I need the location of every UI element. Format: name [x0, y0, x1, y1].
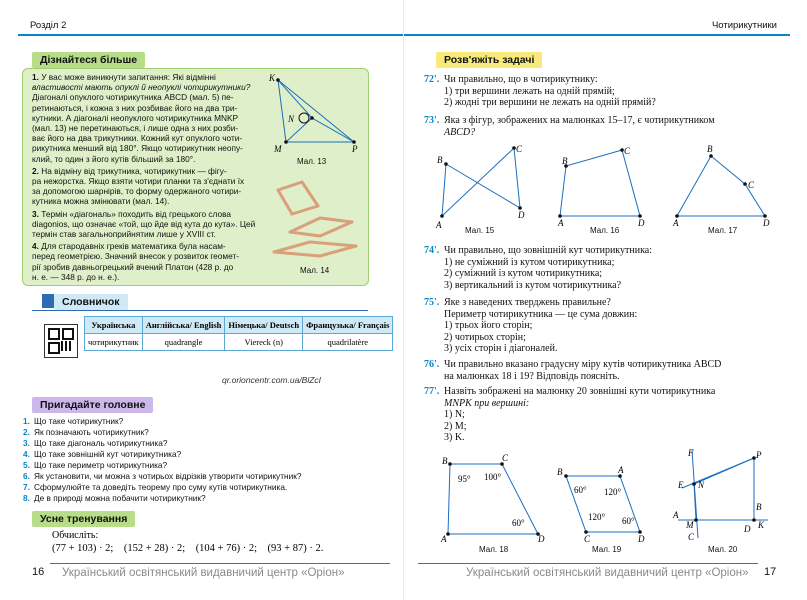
- recap-title: Пригадайте головне: [32, 397, 153, 413]
- diagonal-kp: [278, 80, 354, 142]
- learn-more-p2: [32, 166, 264, 207]
- svg-text:P: P: [756, 450, 762, 460]
- svg-text:60°: 60°: [574, 485, 587, 495]
- right-page: [404, 0, 807, 600]
- problem-75: 75'. Яке з наведених тверджень правильне? Периметр чотирикутника — це сума довжин: 1) трьох його сторін; 2) чотирьох сторін; 3) усіх сторін і діагоналей.: [424, 297, 638, 354]
- learn-more-text: [32, 72, 264, 282]
- svg-text:A: A: [441, 534, 447, 542]
- p2-line: кутника можна змінювати (мал. 14).: [32, 196, 170, 207]
- fig20-caption: Мал. 20: [708, 545, 738, 554]
- p4-line: н. е. — 348 р. до н. е.).: [32, 271, 120, 282]
- qr-code[interactable]: [44, 324, 78, 358]
- svg-text:D: D: [518, 210, 525, 220]
- svg-text:D: D: [638, 534, 645, 542]
- p4-line: рії зробив давньогрецький вчений Платон (428 р. до: [32, 261, 234, 272]
- svg-text:B: B: [557, 467, 563, 477]
- glossary-title: Словничок: [54, 294, 128, 310]
- svg-text:C: C: [748, 180, 755, 190]
- section-label: Розділ 2: [30, 20, 67, 31]
- oral-title: Усне тренування: [32, 511, 135, 527]
- learn-more-p1: [32, 72, 264, 164]
- svg-text:D: D: [763, 218, 770, 228]
- angle-arc: [299, 113, 309, 123]
- svg-text:A: A: [436, 220, 442, 230]
- p3-line: Термін «діагональ» походить від грецького слова: [41, 208, 232, 219]
- fig17-caption: Мал. 17: [708, 226, 738, 235]
- p3-line: термін став загальноприйнятим лише у XVIII ст.: [32, 229, 216, 240]
- fig14-caption: Мал. 14: [300, 266, 330, 275]
- svg-text:F: F: [688, 448, 694, 458]
- p1-line: клий, то один з його кутів більший за 180°.: [32, 153, 196, 164]
- figure-15: [434, 142, 546, 232]
- p1-line: рикутника менший від 180°. Якщо чотирикутник неопу-: [32, 143, 243, 154]
- fig13-caption: Мал. 13: [297, 157, 327, 166]
- p1-line: ває його на два трикутники. Кожний кут опуклого чоти-: [32, 133, 243, 144]
- glossary-header: Французька/ Français: [303, 317, 393, 334]
- publisher: Український освітянський видавничий центр «Оріон»: [62, 567, 345, 579]
- svg-text:60°: 60°: [622, 516, 635, 526]
- p1-line: У вас може виникнути запитання: Які відмінні: [41, 72, 216, 82]
- problem-73: 73'. Яка з фігур, зображених на малюнках 15–17, є чотирикутником ABCD?: [424, 115, 715, 138]
- oral-task: Обчисліть:: [52, 530, 99, 541]
- figure-20: [672, 446, 782, 542]
- svg-text:A: A: [673, 510, 679, 520]
- p4-number: 4.: [32, 241, 39, 252]
- p1-line: Діагоналі опуклого чотирикутника ABCD (мал. 5) пе-: [32, 92, 234, 103]
- svg-text:B: B: [756, 502, 762, 512]
- svg-text:B: B: [707, 144, 713, 154]
- p2-number: 2.: [32, 165, 39, 176]
- recap-item: 7. Сформулюйте та доведіть теорему про суму кутів чотирикутника.: [23, 482, 288, 492]
- figure-17: [669, 142, 781, 232]
- svg-text:B: B: [442, 456, 448, 466]
- svg-text:M: M: [686, 520, 694, 530]
- figure-18: [438, 450, 550, 542]
- svg-text:C: C: [516, 144, 523, 154]
- p2-line: за допомогою шарнірів, то форму одержаного чотири-: [32, 186, 242, 197]
- recap-item: 2. Як позначають чотирикутник?: [23, 427, 149, 437]
- problem-74: 74'. Чи правильно, що зовнішній кут чотирикутника: 1) не суміжний із кутом чотирикутника; 2) суміжний із кутом чотирикутника; 3) вертикальний із кутом чотирикутника?: [424, 245, 653, 291]
- label-n: N: [288, 114, 295, 124]
- svg-text:K: K: [758, 520, 765, 530]
- fig15-caption: Мал. 15: [465, 226, 495, 235]
- p1-line: властивості мають опуклі й неопуклі чотирикутники?: [32, 82, 251, 93]
- tasks-title: Розв'яжіть задачі: [436, 52, 542, 68]
- footer-rule: [50, 563, 390, 564]
- learn-more-p4: [32, 241, 264, 282]
- svg-text:D: D: [744, 524, 751, 534]
- svg-text:E: E: [678, 480, 684, 490]
- svg-text:D: D: [638, 218, 645, 228]
- label-m: M: [274, 144, 282, 154]
- p2-line: ра нежорстка. Якщо взяти чотири планки та з'єднати їх: [32, 176, 245, 187]
- page-number: 16: [32, 566, 45, 578]
- learn-more-p3: [32, 209, 264, 240]
- glossary-table: [84, 316, 393, 351]
- label-k: K: [269, 73, 276, 83]
- recap-item: 6. Як установити, чи можна з чотирьох відрізків утворити чотирикутник?: [23, 471, 302, 481]
- p1-number: 1.: [32, 72, 39, 82]
- svg-text:100°: 100°: [484, 472, 502, 482]
- glossary-cell: quadrilatère: [303, 334, 393, 351]
- left-page: [0, 0, 403, 600]
- header-rule: [404, 34, 790, 36]
- recap-item: 3. Що таке діагональ чотирикутника?: [23, 438, 168, 448]
- fig19-caption: Мал. 19: [592, 545, 622, 554]
- qr-link[interactable]: qr.orioncentr.com.ua/BlZcI: [222, 375, 322, 385]
- p4-line: Для стародавніх греків математика була насам-: [41, 241, 226, 252]
- recap-item: 1. Що таке чотирикутник?: [23, 416, 124, 426]
- p1-line: кутники. А діагоналі неопуклого чотирикутника MNKP: [32, 112, 239, 123]
- svg-text:C: C: [584, 534, 591, 542]
- fig18-caption: Мал. 18: [479, 545, 509, 554]
- p2-line: На відміну від трикутника, чотирикутник — фігу-: [41, 165, 227, 176]
- problem-76: 76'. Чи правильно вказано градусну міру кутів чотирикутника ABCD на малюнках 18 і 19? Відповідь поясніть.: [424, 359, 722, 382]
- recap-item: 5. Що таке периметр чотирикутника?: [23, 460, 168, 470]
- svg-text:60°: 60°: [512, 518, 525, 528]
- fig16-caption: Мал. 16: [590, 226, 620, 235]
- glossary-cell: чотирикутник: [85, 334, 143, 351]
- problem-72: 72'. Чи правильно, що в чотирикутнику: 1) три вершини лежать на одній прямій; 2) жодні три вершини не лежать на одній прямій?: [424, 74, 656, 108]
- svg-text:95°: 95°: [458, 474, 471, 484]
- label-p: P: [352, 144, 358, 154]
- svg-text:A: A: [558, 218, 564, 228]
- recap-item: 4. Що таке зовнішній кут чотирикутника?: [23, 449, 182, 459]
- figure-13: [266, 70, 366, 160]
- svg-text:N: N: [698, 480, 705, 490]
- svg-text:C: C: [502, 453, 509, 463]
- p1-line: ретинаються, і кожна з них розбиває його на два три-: [32, 102, 238, 113]
- svg-text:120°: 120°: [588, 512, 606, 522]
- page-number: 17: [764, 566, 777, 578]
- svg-text:C: C: [624, 146, 631, 156]
- figure-19: [552, 462, 664, 542]
- book-icon: [42, 294, 54, 308]
- learn-more-title: Дізнайтеся більше: [32, 52, 145, 68]
- problem-77: 77'. Назвіть зображені на малюнку 20 зовнішні кути чотирикутника MNPK при вершині: 1) N; 2) M; 3) K.: [424, 386, 716, 443]
- header-rule: [18, 34, 403, 36]
- figure-16: [552, 142, 652, 232]
- svg-text:A: A: [673, 218, 679, 228]
- svg-text:B: B: [562, 156, 568, 166]
- figure-14: [270, 180, 362, 262]
- glossary-header: Українська: [85, 317, 143, 334]
- p4-line: перед геометрією. Значний внесок у розвиток геомет-: [32, 251, 240, 262]
- svg-text:C: C: [688, 532, 695, 542]
- svg-text:B: B: [437, 155, 443, 165]
- p3-number: 3.: [32, 208, 39, 219]
- p1-line: (мал. 13) не перетинаються, і лише одна з них розби-: [32, 123, 239, 134]
- glossary-header: Англійська/ English: [142, 317, 225, 334]
- footer-rule: [418, 563, 758, 564]
- publisher: Український освітянський видавничий центр «Оріон»: [466, 567, 749, 579]
- svg-text:A: A: [618, 465, 624, 475]
- svg-text:120°: 120°: [604, 487, 622, 497]
- p3-line: diagonios, що означає «той, що йде від кута до кута». Цей: [32, 218, 256, 229]
- recap-item: 8. Де в природі можна побачити чотирикутник?: [23, 493, 206, 503]
- svg-text:D: D: [538, 534, 545, 542]
- glossary-header: Німецька/ Deutsch: [225, 317, 303, 334]
- glossary-cell: quadrangle: [142, 334, 225, 351]
- glossary-cell: Viereck (n): [225, 334, 303, 351]
- oral-expr: (77 + 103) · 2; (152 + 28) · 2; (104 + 76) · 2; (93 + 87) · 2.: [52, 543, 324, 554]
- chapter-label: Чотирикутники: [711, 20, 777, 31]
